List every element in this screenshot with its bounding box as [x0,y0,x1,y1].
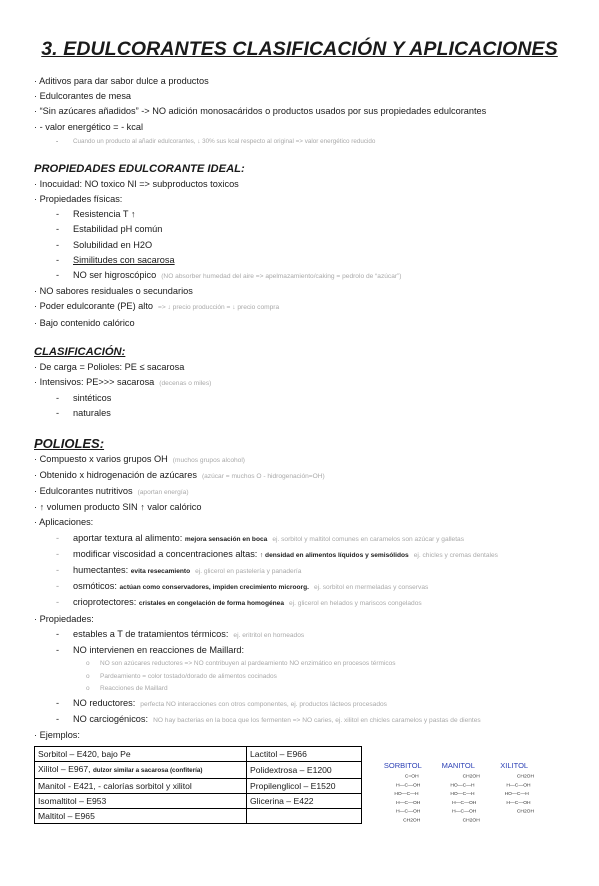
intro-note: Cuando un producto al añadir edulcorantes, ↓ 30% sus kcal respecto al original => valor energético reducido [73,137,376,145]
aplicacion-item: - humectantes: evita resecamiento ej. glicerol en pastelería y panadería [56,565,302,576]
propiedad-item: - NO intervienen en reacciones de Maillard: [56,645,245,656]
fisica-item: - Resistencia T ↑ [56,209,136,220]
maillard-item: o Pardeamiento = color tostado/dorado de alimentos cocinados [86,672,277,680]
page-title: 3. EDULCORANTES CLASIFICACIÓN Y APLICACIONES [41,38,558,60]
maillard-item: o NO son azúcares reductores => NO contribuyen al pardeamiento NO enzimático en procesos térmicos [86,660,396,668]
xilitol-row: H—C—OH [506,783,531,789]
aplicacion-item: - crioprotectores: cristales en congelación de forma homogénea ej. glicerol en helados y mariscos congelados [56,597,422,608]
prop-line: · Propiedades físicas: [34,194,123,205]
fisica-item: - Estabilidad pH común [56,224,163,235]
table-cell: Propilenglicol – E1520 [247,778,362,793]
table-cell: Lactitol – E966 [247,746,362,761]
maillard-item: o Reacciones de Maillard [86,685,168,693]
sorbitol-row: H—C—OH [396,800,421,806]
xilitol-row: H—C—OH [506,800,531,806]
sorbitol-label: SORBITOL [383,761,422,770]
table-cell [247,808,362,823]
document-page [0,38,599,886]
ejemplos-table [34,746,362,824]
poli-line: · Obtenido x hidrogenación de azúcares (azúcar = muchos O - hidrogenación=OH) [34,469,325,480]
manitol-row: H—C—OH [452,800,477,806]
table-cell: Isomaltitol – E953 [35,793,247,808]
sorbitol-row: HO—C—H [394,792,419,798]
clas-tipo: - sintéticos [56,393,112,404]
poli-line: · Ejemplos: [34,730,80,741]
poli-line: · Propiedades: [34,613,94,624]
intro-note-row: - Cuando un producto al añadir edulcorantes, ↓ 30% sus kcal respecto al original => valor energético reducido [56,137,376,145]
aplicacion-item: - modificar viscosidad a concentraciones altas: ↑ densidad en alimentos líquidos y semisólidos ej. chicles y cremas dentales [56,548,498,559]
propiedad-item: - NO reductores: perfecta NO interacciones con otros componentes, ej. productos lácteos procesados [56,698,387,709]
manitol-label: MANITOL [441,761,475,770]
prop-line: · NO sabores residuales o secundarios [34,286,193,297]
sorbitol-row: H—C—OH [396,783,421,789]
table-cell: Polidextrosa – E1200 [247,761,362,778]
manitol-row: H—C—OH [452,809,477,815]
prop-line: · Bajo contenido calórico [34,317,135,328]
heading-clasificacion: CLASIFICACIÓN: [34,345,126,358]
prop-line: · Inocuidad: NO toxico NI => subproductos toxicos [34,178,239,189]
intro-line: · Edulcorantes de mesa [34,91,132,102]
heading-propiedades: PROPIEDADES EDULCORANTE IDEAL: [34,162,245,175]
propiedad-item: - estables a T de tratamientos térmicos: ej. eritritol en horneados [56,628,305,639]
table-cell: Xilitol – E967, dulzor similar a sacarosa (confitería) [35,761,247,778]
table-row [35,778,362,793]
aplicacion-item: - osmóticos: actúan como conservadores, impiden crecimiento microorg. ej. sorbitol en mermeladas y conservas [56,581,429,592]
poli-line: · Aplicaciones: [34,517,94,528]
higro-note: (NO absorber humedad del aire => apelmazamiento/caking = pedrolo de “azúcar”) [161,273,402,281]
poli-line: · ↑ volumen producto SIN ↑ valor calórico [34,502,202,513]
xilitol-top: CH2OH [516,774,534,780]
table-cell: Glicerina – E422 [247,793,362,808]
table-row [35,793,362,808]
clas-tipo: - naturales [56,408,111,419]
table-row [35,761,362,778]
intro-line: · - valor energético = - kcal [34,121,144,132]
prop-line: · Poder edulcorante (PE) alto => ↓ precio producción = ↓ precio compra [34,301,280,312]
clas-line: · De carga = Polioles: PE ≤ sacarosa [34,361,185,372]
clas-line: · Intensivos: PE>>> sacarosa (decenas o miles) [34,377,212,388]
intro-line: · Aditivos para dar sabor dulce a productos [34,76,209,86]
table-cell: Sorbitol – E420, bajo Pe [35,746,247,761]
fisica-item: - Similitudes con sacarosa [56,254,175,265]
manitol-row: HO—C—H [450,792,475,798]
table-cell: Maltitol – E965 [35,808,247,823]
xilitol-bottom: CH2OH [516,809,534,815]
sorbitol-bottom: CH2OH [403,818,421,824]
sorbitol-row: H—C—OH [396,809,421,815]
manitol-row: HO—C—H [450,783,475,789]
table-cell: Manitol - E421, - calorías sorbitol y xilitol [35,778,247,793]
intro-line: · “Sin azúcares añadidos” -> NO adición monosacáridos o productos usados por sus propiedades edulcorantes [34,106,487,117]
poli-line: · Compuesto x varios grupos OH (muchos grupos alcohol) [34,453,245,464]
sorbitol-top: C=OH [404,774,419,780]
polyol-structures-figure [372,761,562,831]
poli-line: · Edulcorantes nutritivos (aportan energía) [34,486,189,497]
xilitol-label: XILITOL [500,761,529,770]
table-row [35,746,362,761]
manitol-top: CH2OH [462,774,480,780]
table-row [35,808,362,823]
aplicacion-item: - aportar textura al alimento: mejora sensación en boca ej. sorbitol y maltitol comunes en caramelos son azúcar y galletas [56,532,465,543]
propiedad-item: - NO carciogénicos: NO hay bacterias en la boca que los fermenten => NO caries, ej. xilitol en chicles caramelos y pastas de dientes [56,714,481,725]
fisica-item: - Solubilidad en H2O [56,239,153,250]
fisica-item: - NO ser higroscópico (NO absorber humedad del aire => apelmazamiento/caking = pedrolo de “azúcar”) [56,270,402,281]
heading-polioles: POLIOLES: [34,435,105,451]
xilitol-row: HO—C—H [504,792,529,798]
manitol-bottom: CH2OH [462,818,480,824]
